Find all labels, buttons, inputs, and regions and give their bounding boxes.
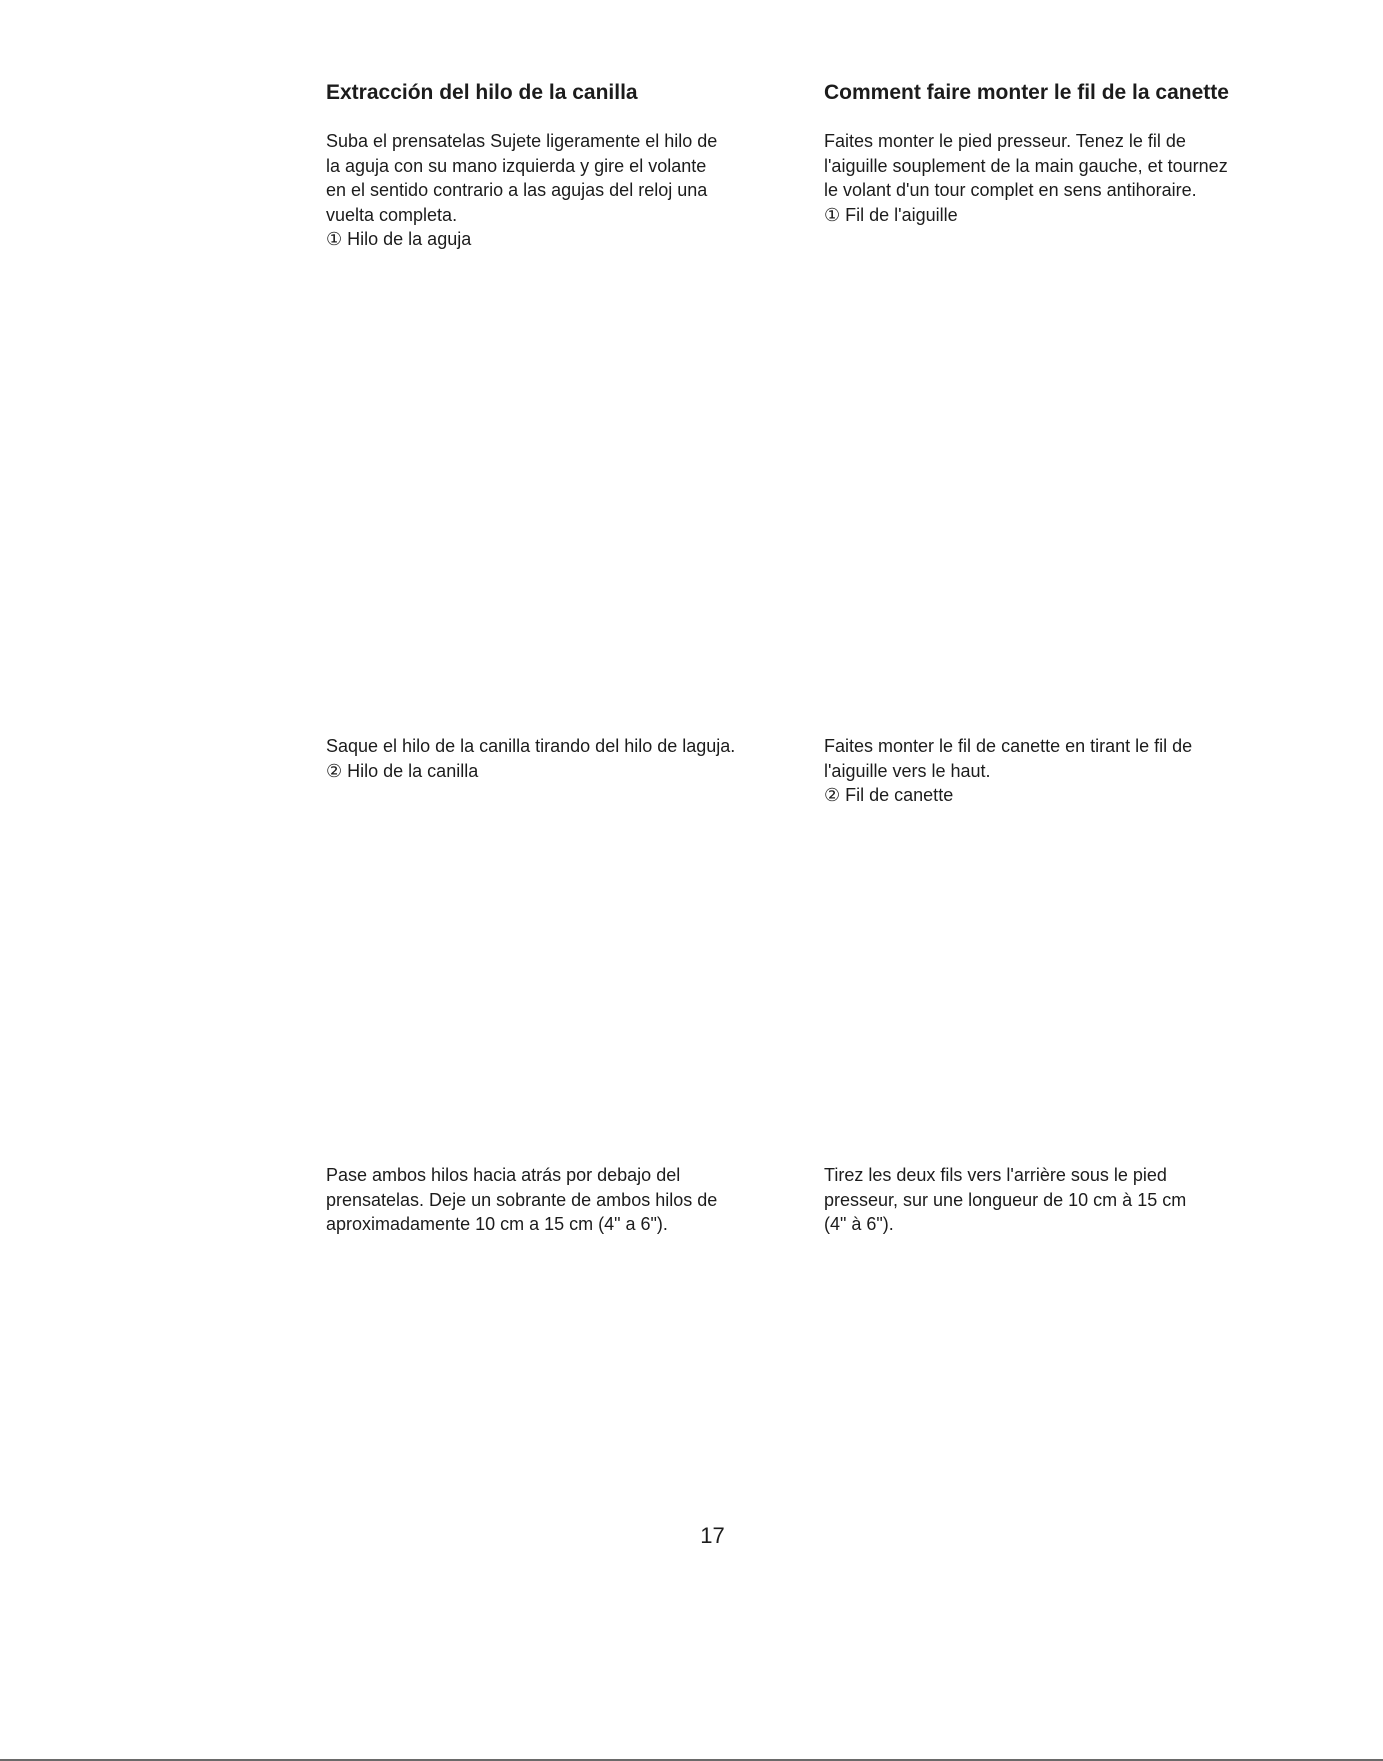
french-step-3-line: Tirez les deux fils vers l'arrière sous le pied — [824, 1165, 1167, 1185]
spanish-column-section-1 — [326, 80, 796, 252]
french-step-2-line: l'aiguille vers le haut. — [824, 760, 991, 781]
spanish-column-section-2 — [326, 734, 796, 783]
spanish-callout-1: ① Hilo de la aguja — [326, 229, 472, 249]
french-step-1-line: l'aiguille souplement de la main gauche, et tournez — [824, 155, 1228, 176]
french-step-3-line: (4" à 6"). — [824, 1214, 894, 1234]
french-step-1-line: le volant d'un tour complet en sens antihoraire. — [824, 180, 1197, 200]
page-number: 17 — [700, 1523, 725, 1548]
spanish-step-3-line: prensatelas. Deje un sobrante de ambos hilos de — [326, 1189, 718, 1210]
spanish-step-1-line: en el sentido contrario a las agujas del reloj una — [326, 180, 708, 200]
spanish-step-2-line: Saque el hilo de la canilla tirando del hilo de laguja. — [326, 736, 736, 756]
french-step-3 — [824, 1163, 1294, 1237]
french-step-3-line: presseur, sur une longueur de 10 cm à 15 cm — [824, 1189, 1187, 1210]
french-step-2-line: Faites monter le fil de canette en tirant le fil de — [824, 736, 1193, 756]
spanish-step-2 — [326, 734, 796, 783]
spanish-step-1-line: vuelta completa. — [326, 204, 458, 225]
french-step-1-line: Faites monter le pied presseur. Tenez le fil de — [824, 131, 1186, 151]
spanish-step-3 — [326, 1163, 796, 1237]
french-column-section-2 — [824, 734, 1294, 808]
french-step-2 — [824, 734, 1294, 808]
french-step-1 — [824, 129, 1294, 227]
french-heading: Comment faire monter le fil de la canette — [824, 81, 1229, 104]
spanish-step-1 — [326, 129, 796, 252]
french-column-section-1 — [824, 80, 1294, 227]
spanish-step-3-line: aproximadamente 10 cm a 15 cm (4" a 6"). — [326, 1214, 668, 1234]
french-callout-1: ① Fil de l'aiguille — [824, 204, 958, 225]
spanish-column-section-3 — [326, 1163, 796, 1237]
spanish-step-3-line: Pase ambos hilos hacia atrás por debajo del — [326, 1165, 681, 1185]
spanish-callout-2: ② Hilo de la canilla — [326, 760, 479, 781]
french-callout-2: ② Fil de canette — [824, 785, 954, 805]
french-column-section-3 — [824, 1163, 1294, 1237]
spanish-step-1-line: la aguja con su mano izquierda y gire el volante — [326, 155, 707, 176]
spanish-heading: Extracción del hilo de la canilla — [326, 81, 638, 104]
spanish-step-1-line: Suba el prensatelas Sujete ligeramente el hilo de — [326, 131, 718, 151]
